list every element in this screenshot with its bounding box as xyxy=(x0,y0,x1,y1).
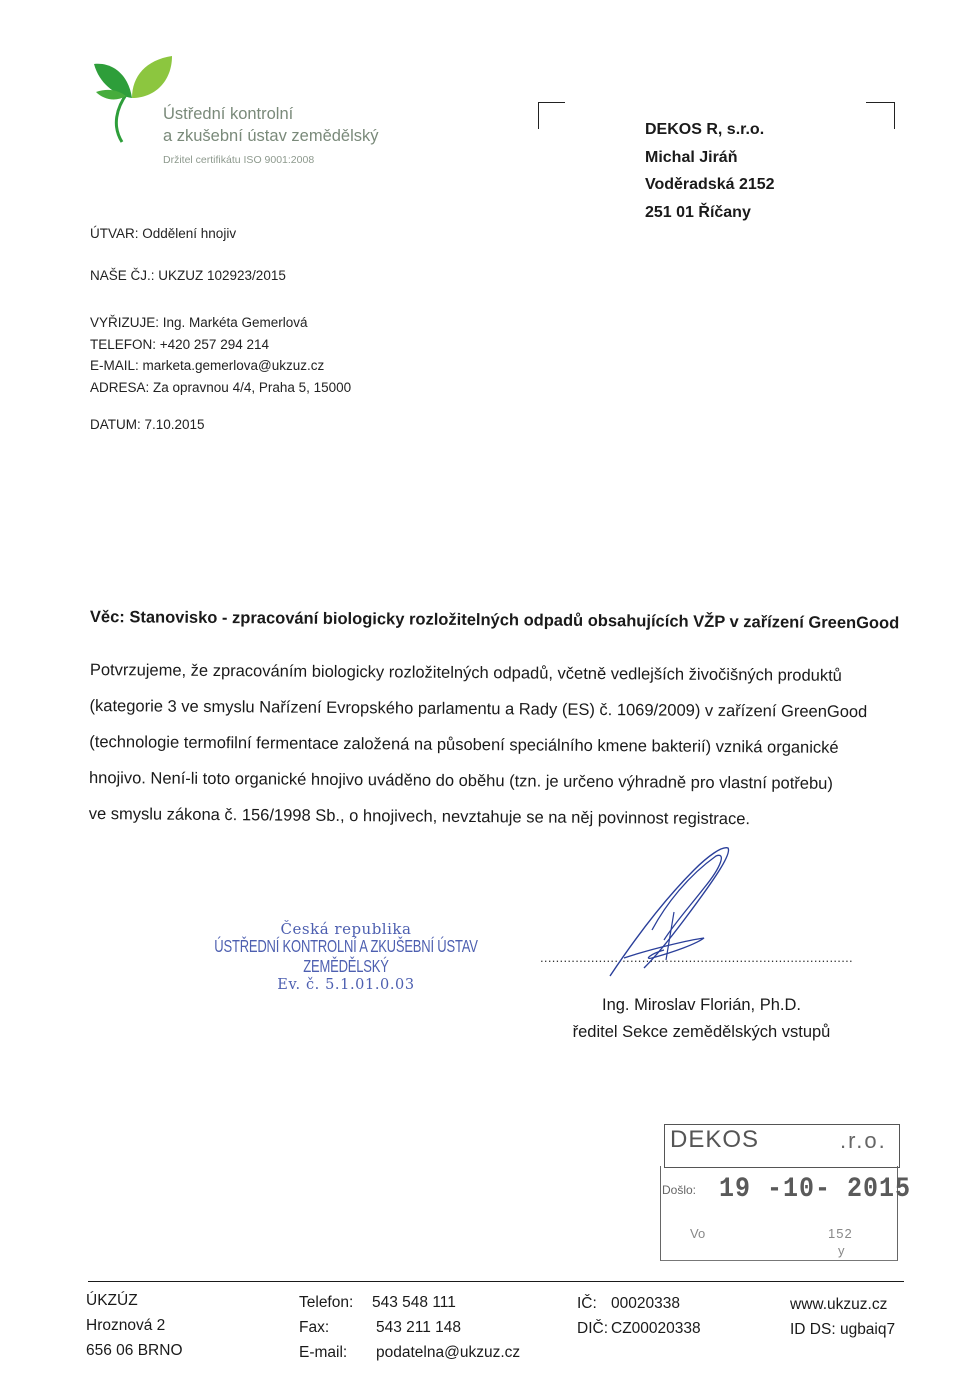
logo-wordmark xyxy=(163,103,379,171)
letter-subject: Věc: Stanovisko - zpracování biologicky rozložitelných odpadů obsahujících VŽP v zařízení GreenGood xyxy=(89,608,900,633)
footer-contact-labels xyxy=(299,1290,353,1365)
addressee-block xyxy=(645,116,775,226)
contact-phone: TELEFON: +420 257 294 214 xyxy=(90,336,269,352)
footer-ids-labels xyxy=(577,1291,608,1341)
footer-web-block xyxy=(790,1292,895,1342)
footer-org-name: ÚKZÚZ xyxy=(86,1292,138,1309)
logo-line-2: a zkušební ústav zemědělský xyxy=(163,127,379,145)
stamp-registration: Ev. č. 5.1.01.0.03 xyxy=(277,977,415,993)
letter-date: DATUM: 7.10.2015 xyxy=(90,417,205,432)
addressee-company: DEKOS R, s.r.o. xyxy=(645,121,765,138)
reference-number: NAŠE ČJ.: UKZUZ 102923/2015 xyxy=(90,268,286,283)
body-line: Potvrzujeme, že zpracováním biologicky rozložitelných odpadů, včetně vedlejších živočišných produktů xyxy=(89,660,842,685)
logo-certificate: Držitel certifikátu ISO 9001:2008 xyxy=(163,154,315,166)
footer-fax-label: Fax: xyxy=(299,1319,330,1336)
received-stamp-label: Došlo: xyxy=(662,1183,697,1197)
contact-block xyxy=(90,312,351,398)
footer-city: 656 06 BRNO xyxy=(86,1342,183,1359)
footer-ic-label: IČ: xyxy=(577,1295,597,1312)
signature-line: ................................................................................ xyxy=(540,950,853,965)
received-stamp-line3-left: Vo xyxy=(690,1226,706,1241)
footer-dic-label: DIČ: xyxy=(577,1320,608,1337)
handled-by: VYŘIZUJE: Ing. Markéta Gemerlová xyxy=(90,315,308,330)
footer-ic: 00020338 xyxy=(611,1295,680,1312)
addressee-city: 251 01 Říčany xyxy=(645,203,751,221)
body-line: (technologie termofilní fermentace založená na působení speciálního kmene bakterií) vzniká organické xyxy=(89,732,839,757)
footer-tel-label: Telefon: xyxy=(299,1294,354,1311)
address-window-corner-left xyxy=(538,102,565,129)
letter-body xyxy=(89,652,920,839)
received-stamp-line4: y xyxy=(838,1243,845,1258)
received-stamp-line3-right: 152 xyxy=(828,1226,853,1241)
footer-email-label: E-mail: xyxy=(299,1344,348,1361)
footer-email: podatelna@ukzuz.cz xyxy=(376,1344,521,1361)
addressee-street: Voděradská 2152 xyxy=(645,176,775,193)
received-stamp-date: 19 -10- 2015 xyxy=(719,1172,912,1205)
footer-web: www.ukzuz.cz xyxy=(790,1296,888,1313)
addressee-person: Michal Jiráň xyxy=(645,148,738,166)
received-stamp-suffix: .r.o. xyxy=(840,1128,887,1153)
signer-name: Ing. Miroslav Florián, Ph.D. xyxy=(602,996,801,1014)
footer-data-box: ID DS: ugbaiq7 xyxy=(790,1321,896,1338)
signer-block xyxy=(560,992,843,1046)
official-stamp xyxy=(200,920,492,993)
signer-title: ředitel Sekce zemědělských vstupů xyxy=(572,1023,831,1041)
footer-tel: 543 548 111 xyxy=(372,1294,456,1311)
footer-dic: CZ00020338 xyxy=(611,1320,701,1337)
footer-fax: 543 211 148 xyxy=(376,1319,462,1336)
footer-contact-values xyxy=(372,1290,520,1365)
stamp-institution: ÚSTŘEDNÍ KONTROLNÍ A ZKUŠEBNÍ ÚSTAV ZEMĚDĚLSKÝ xyxy=(214,935,478,977)
footer-street: Hroznová 2 xyxy=(86,1317,166,1334)
body-line: (kategorie 3 ve smyslu Nařízení Evropského parlamentu a Rady (ES) č. 1069/2009) v zařízení GreenGood xyxy=(89,696,868,722)
contact-address: ADRESA: Za opravnou 4/4, Praha 5, 15000 xyxy=(90,379,352,395)
footer-ids-values xyxy=(611,1291,701,1341)
footer-org xyxy=(86,1288,183,1363)
department: ÚTVAR: Oddělení hnojiv xyxy=(90,226,237,241)
footer-divider xyxy=(88,1281,904,1282)
body-line: ve smyslu zákona č. 156/1998 Sb., o hnojivech, nevztahuje se na něj povinnost registrace. xyxy=(88,804,751,829)
contact-email: E-MAIL: marketa.gemerlova@ukzuz.cz xyxy=(90,358,325,373)
body-line: hnojivo. Není-li toto organické hnojivo uváděno do oběhu (tzn. je určeno výhradně pro vlastní potřebu) xyxy=(88,768,833,793)
received-stamp-company: DEKOS xyxy=(670,1126,760,1153)
address-window-corner-right xyxy=(866,102,895,129)
handwritten-signature-icon xyxy=(604,840,744,988)
stamp-country: Česká republika xyxy=(280,920,412,938)
logo-line-1: Ústřední kontrolní xyxy=(163,105,294,123)
